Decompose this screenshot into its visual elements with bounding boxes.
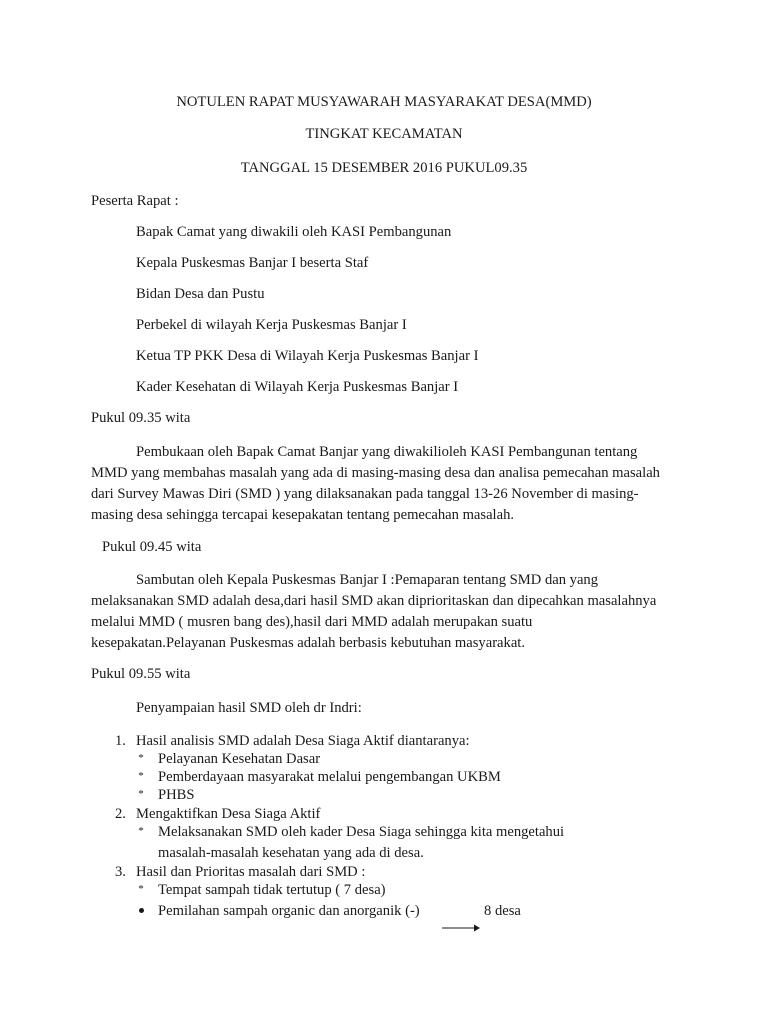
doc-title: NOTULEN RAPAT MUSYAWARAH MASYARAKAT DESA(MMD) [176, 94, 592, 110]
paragraph-line: melalui MMD ( musren bang des),hasil dari MMD adalah merupakan suatu [91, 614, 533, 630]
list-number: 2. [115, 806, 126, 822]
bullet-dot-icon [139, 908, 144, 913]
list-item: Hasil analisis SMD adalah Desa Siaga Aktif diantaranya: [136, 733, 470, 749]
sub-item: Tempat sampah tidak tertutup ( 7 desa) [158, 882, 386, 898]
paragraph-line: MMD yang membahas masalah yang ada di masing-masing desa dan analisa pemecahan masalah [91, 465, 660, 481]
bullet-star-icon: * [138, 770, 144, 782]
list-item: Mengaktifkan Desa Siaga Aktif [136, 806, 321, 822]
participant-item: Perbekel di wilayah Kerja Puskesmas Banjar I [136, 317, 407, 333]
sub-item: Pemilahan sampah organic dan anorganik (-) [158, 903, 420, 919]
participant-item: Kader Kesehatan di Wilayah Kerja Puskesmas Banjar I [136, 379, 459, 395]
bullet-star-icon: * [138, 752, 144, 764]
section-intro: Penyampaian hasil SMD oleh dr Indri: [136, 700, 362, 716]
participant-item: Bapak Camat yang diwakili oleh KASI Pembangunan [136, 224, 452, 240]
doc-subtitle: TINGKAT KECAMATAN [305, 126, 463, 142]
paragraph-line: kesepakatan.Pelayanan Puskesmas adalah berbasis kebutuhan masyarakat. [91, 635, 526, 651]
participant-item: Bidan Desa dan Pustu [136, 286, 265, 302]
sub-item: Pemberdayaan masyarakat melalui pengembangan UKBM [158, 769, 501, 785]
list-item: Hasil dan Prioritas masalah dari SMD : [136, 864, 366, 880]
right-arrow-icon [441, 923, 481, 933]
paragraph-line: masing desa sehingga tercapai kesepakatan tentang pemecahan masalah. [91, 507, 515, 523]
bullet-star-icon: * [138, 825, 144, 837]
sub-item: Melaksanakan SMD oleh kader Desa Siaga sehingga kita mengetahui [158, 824, 565, 840]
section-time: Pukul 09.45 wita [102, 539, 202, 555]
list-number: 1. [115, 733, 126, 749]
bullet-star-icon: * [138, 788, 144, 800]
participants-heading: Peserta Rapat : [91, 193, 179, 209]
participant-item: Kepala Puskesmas Banjar I beserta Staf [136, 255, 369, 271]
paragraph-line: Pembukaan oleh Bapak Camat Banjar yang diwakilioleh KASI Pembangunan tentang [136, 444, 638, 460]
section-time: Pukul 09.35 wita [91, 410, 191, 426]
paragraph-line: Sambutan oleh Kepala Puskesmas Banjar I :Pemaparan tentang SMD dan yang [136, 572, 599, 588]
sub-item: PHBS [158, 787, 195, 803]
doc-date: TANGGAL 15 DESEMBER 2016 PUKUL09.35 [240, 160, 528, 176]
participant-item: Ketua TP PKK Desa di Wilayah Kerja Puskesmas Banjar I [136, 348, 479, 364]
desa-count: 8 desa [484, 903, 521, 919]
paragraph-line: melaksanakan SMD adalah desa,dari hasil SMD akan diprioritaskan dan dipecahkan masalahnya [91, 593, 657, 609]
section-time: Pukul 09.55 wita [91, 666, 191, 682]
sub-item: masalah-masalah kesehatan yang ada di desa. [158, 845, 424, 861]
paragraph-line: dari Survey Mawas Diri (SMD ) yang dilaksanakan pada tanggal 13-26 November di masing- [91, 486, 639, 502]
sub-item: Pelayanan Kesehatan Dasar [158, 751, 321, 767]
list-number: 3. [115, 864, 126, 880]
bullet-star-icon: * [138, 883, 144, 895]
